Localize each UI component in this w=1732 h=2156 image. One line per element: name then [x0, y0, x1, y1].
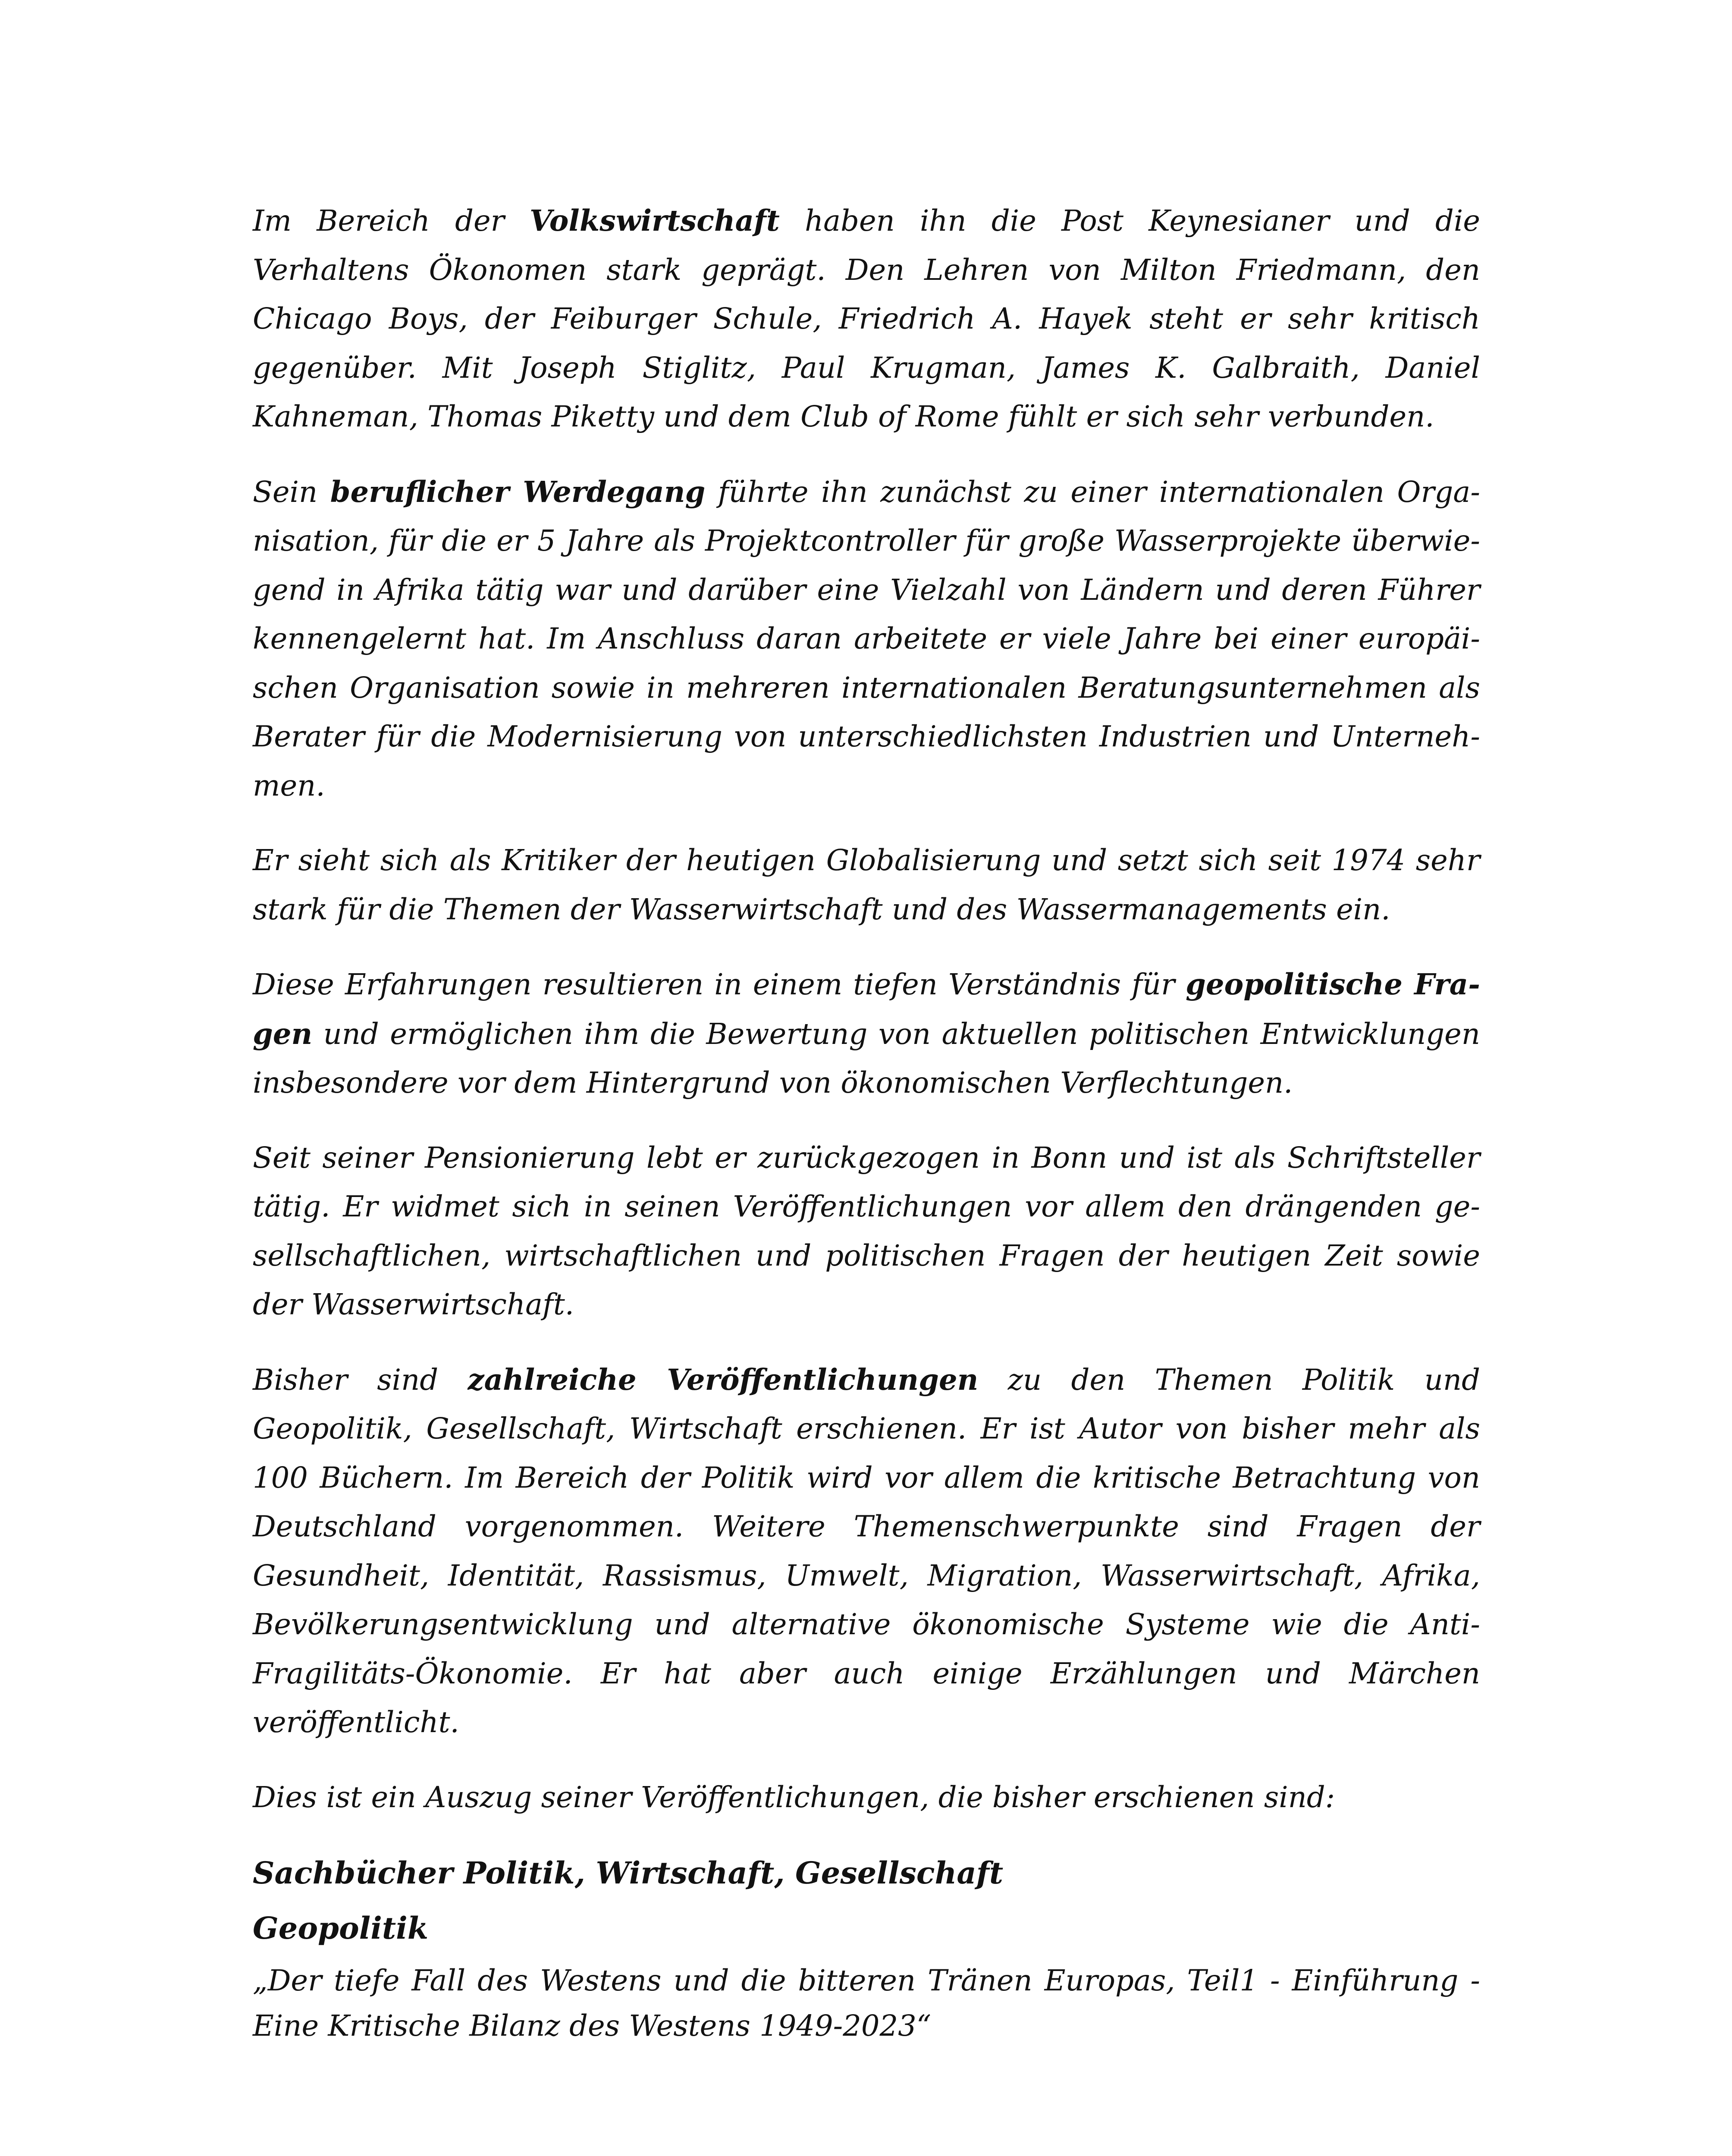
book-title: „Der tiefe Fall des Westens und die bitteren Tränen Europas, Teil1 - Einführung - Eine Kritische Bilanz des Westens 1949-2023“: [253, 1964, 1480, 2043]
bold-term-veroeffentlichungen: zahlreiche Veröffentlichungen: [468, 1362, 979, 1397]
paragraph-publications: [253, 1355, 1480, 1747]
subsection-heading: Geopolitik: [253, 1910, 429, 1946]
bold-term-werdegang: beruflicher Werdegang: [330, 474, 706, 509]
text-segment: führte ihn zunächst zu einer internationalen Organisation, für die er 5 Jahre als Projektcontroller für große Wasserprojekte überwiegend in Afrika tätig war und darüber eine Vielzahl von Ländern und deren Führer kennengelernt hat. Im Anschluss daran arbeitete er viele Jahre bei einer europäischen Organisation sowie in mehreren internationalen Beratungsunternehmen als Berater für die Modernisierung von unterschiedlichsten Industrien und Unternehmen.: [253, 475, 1480, 802]
text-segment: zu den Themen Politik und Geopolitik, Gesellschaft, Wirtschaft erschienen. Er ist Autor von bisher mehr als 100 Büchern. Im Bereich der Politik wird vor allem die kritische Betrachtung von Deutschland vorgenommen. Weitere Themenschwerpunkte sind Fragen der Gesundheit, Identität, Rassismus, Umwelt, Migration, Wasserwirtschaft, Afrika, Bevölkerungsentwicklung und alternative ökonomische Systeme wie die Anti-Fragilitäts-Ökonomie. Er hat aber auch einige Erzählungen und Märchen veröffentlicht.: [253, 1363, 1481, 1739]
section-heading: Sachbücher Politik, Wirtschaft, Gesellschaft: [253, 1855, 1004, 1891]
text-segment: Dies ist ein Auszug seiner Veröffentlichungen, die bisher erschienen sind:: [253, 1780, 1335, 1814]
paragraph-excerpt-intro: [253, 1773, 1480, 1822]
paragraph-geopolitics: [253, 960, 1480, 1108]
paragraph-globalization: [253, 836, 1480, 934]
text-segment: Sein: [253, 475, 330, 509]
text-segment: Seit seiner Pensionierung lebt er zurückgezogen in Bonn und ist als Schriftsteller tätig. Er widmet sich in seinen Veröffentlichungen vor allem den drängenden gesellschaftlichen, wirtschaftlichen und politischen Fragen der heutigen Zeit sowie der Wasserwirtschaft.: [253, 1141, 1480, 1321]
text-segment: Bisher sind: [253, 1363, 468, 1397]
bold-term-geopolitische-fragen: geopolitische Fragen: [253, 967, 1480, 1051]
document-body: [253, 196, 1480, 2049]
text-segment: und ermöglichen ihm die Bewertung von aktuellen politischen Entwicklungen insbesondere vor dem Hintergrund von ökonomischen Verflechtungen.: [253, 1017, 1480, 1100]
text-segment: Im Bereich der: [253, 204, 530, 238]
text-segment: haben ihn die Post Keynesianer und die Verhaltens Ökonomen stark geprägt. Den Lehren von Milton Friedmann, den Chicago Boys, der Feiburger Schule, Friedrich A. Hayek steht er sehr kritisch gegenüber. Mit Joseph Stiglitz, Paul Krugman, James K. Galbraith, Daniel Kahneman, Thomas Piketty und dem Club of Rome fühlt er sich sehr verbunden.: [253, 204, 1480, 433]
paragraph-career: [253, 467, 1480, 811]
text-segment: Er sieht sich als Kritiker der heutigen Globalisierung und setzt sich seit 1974 sehr stark für die Themen der Wasserwirtschaft und des Wassermanagements ein.: [253, 843, 1480, 926]
paragraph-economics: [253, 196, 1480, 442]
bold-term-volkswirtschaft: Volkswirtschaft: [529, 204, 780, 238]
text-segment: Diese Erfahrungen resultieren in einem tiefen Verständnis für: [253, 968, 1186, 1001]
paragraph-retirement: [253, 1134, 1480, 1329]
